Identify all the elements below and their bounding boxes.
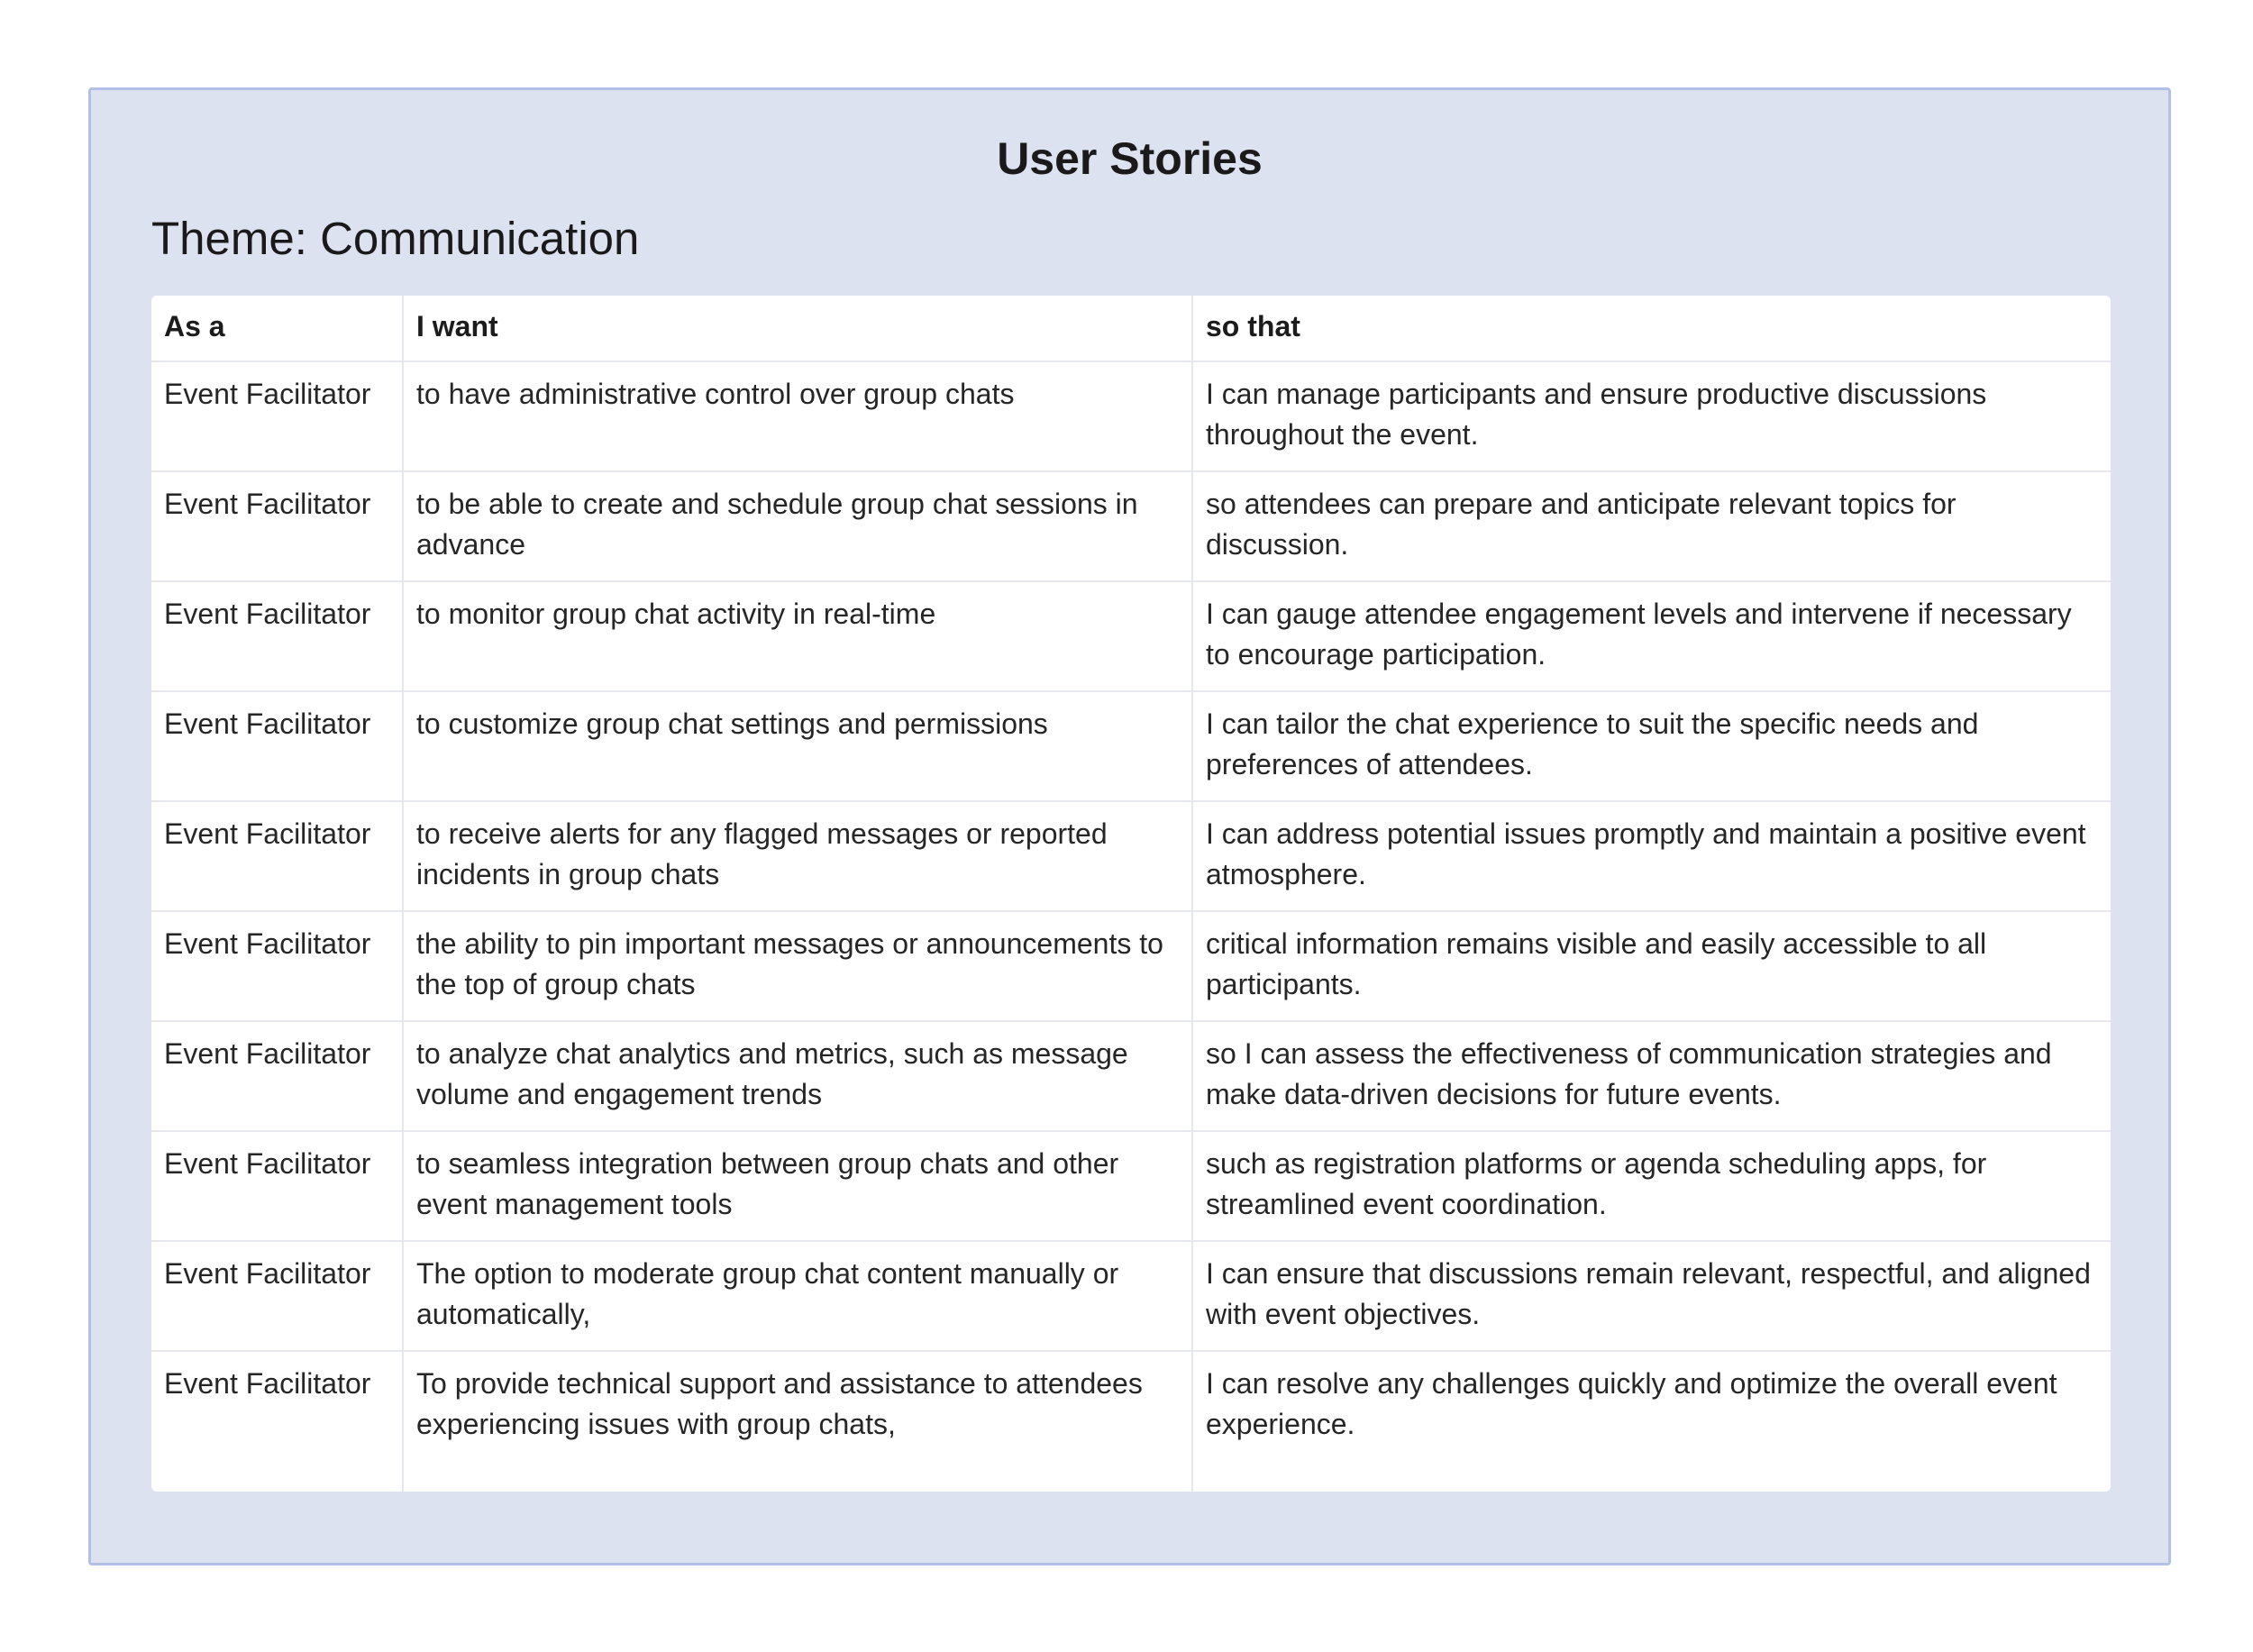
cell-as-a: Event Facilitator: [151, 1241, 403, 1351]
cell-as-a: Event Facilitator: [151, 691, 403, 801]
cell-i-want: To provide technical support and assistance to attendees experiencing issues with group chats,: [403, 1351, 1192, 1492]
table-header-row: [151, 296, 2111, 361]
table-row: [151, 1021, 2111, 1131]
cell-as-a: Event Facilitator: [151, 911, 403, 1021]
cell-i-want: to receive alerts for any flagged messages or reported incidents in group chats: [403, 801, 1192, 911]
cell-as-a: Event Facilitator: [151, 471, 403, 581]
table-row: [151, 1351, 2111, 1492]
column-header-as-a: As a: [151, 296, 403, 361]
cell-so-that: I can gauge attendee engagement levels and intervene if necessary to encourage participation.: [1192, 581, 2111, 691]
cell-so-that: critical information remains visible and easily accessible to all participants.: [1192, 911, 2111, 1021]
cell-i-want: The option to moderate group chat content manually or automatically,: [403, 1241, 1192, 1351]
cell-so-that: such as registration platforms or agenda scheduling apps, for streamlined event coordination.: [1192, 1131, 2111, 1241]
cell-so-that: I can tailor the chat experience to suit the specific needs and preferences of attendees.: [1192, 691, 2111, 801]
cell-as-a: Event Facilitator: [151, 361, 403, 471]
cell-i-want: to analyze chat analytics and metrics, such as message volume and engagement trends: [403, 1021, 1192, 1131]
cell-so-that: so attendees can prepare and anticipate relevant topics for discussion.: [1192, 471, 2111, 581]
cell-so-that: I can manage participants and ensure productive discussions throughout the event.: [1192, 361, 2111, 471]
table-row: [151, 911, 2111, 1021]
cell-as-a: Event Facilitator: [151, 1021, 403, 1131]
theme-heading: Theme: Communication: [151, 213, 640, 264]
table-row: [151, 471, 2111, 581]
page-title: User Stories: [997, 133, 1263, 184]
cell-as-a: Event Facilitator: [151, 581, 403, 691]
cell-as-a: Event Facilitator: [151, 1131, 403, 1241]
cell-as-a: Event Facilitator: [151, 801, 403, 911]
column-header-i-want: I want: [403, 296, 1192, 361]
cell-as-a: Event Facilitator: [151, 1351, 403, 1492]
user-stories-table-container: [151, 296, 2111, 1492]
cell-so-that: I can address potential issues promptly and maintain a positive event atmosphere.: [1192, 801, 2111, 911]
table-row: [151, 1241, 2111, 1351]
column-header-so-that: so that: [1192, 296, 2111, 361]
cell-i-want: to monitor group chat activity in real-time: [403, 581, 1192, 691]
table-row: [151, 801, 2111, 911]
cell-so-that: I can resolve any challenges quickly and optimize the overall event experience.: [1206, 1367, 2057, 1440]
table-row: [151, 581, 2111, 691]
user-stories-panel: [88, 87, 2171, 1565]
cell-i-want: to have administrative control over group chats: [403, 361, 1192, 471]
table-row: [151, 691, 2111, 801]
table-row: [151, 1131, 2111, 1241]
cell-i-want: to customize group chat settings and permissions: [403, 691, 1192, 801]
cell-so-that: I can ensure that discussions remain relevant, respectful, and aligned with event objectives.: [1192, 1241, 2111, 1351]
cell-so-that: so I can assess the effectiveness of communication strategies and make data-driven decisions for future events.: [1192, 1021, 2111, 1131]
cell-i-want: the ability to pin important messages or announcements to the top of group chats: [403, 911, 1192, 1021]
cell-i-want: to be able to create and schedule group chat sessions in advance: [403, 471, 1192, 581]
cell-i-want: to seamless integration between group chats and other event management tools: [403, 1131, 1192, 1241]
table-row: [151, 361, 2111, 471]
user-stories-table: [151, 296, 2111, 1492]
